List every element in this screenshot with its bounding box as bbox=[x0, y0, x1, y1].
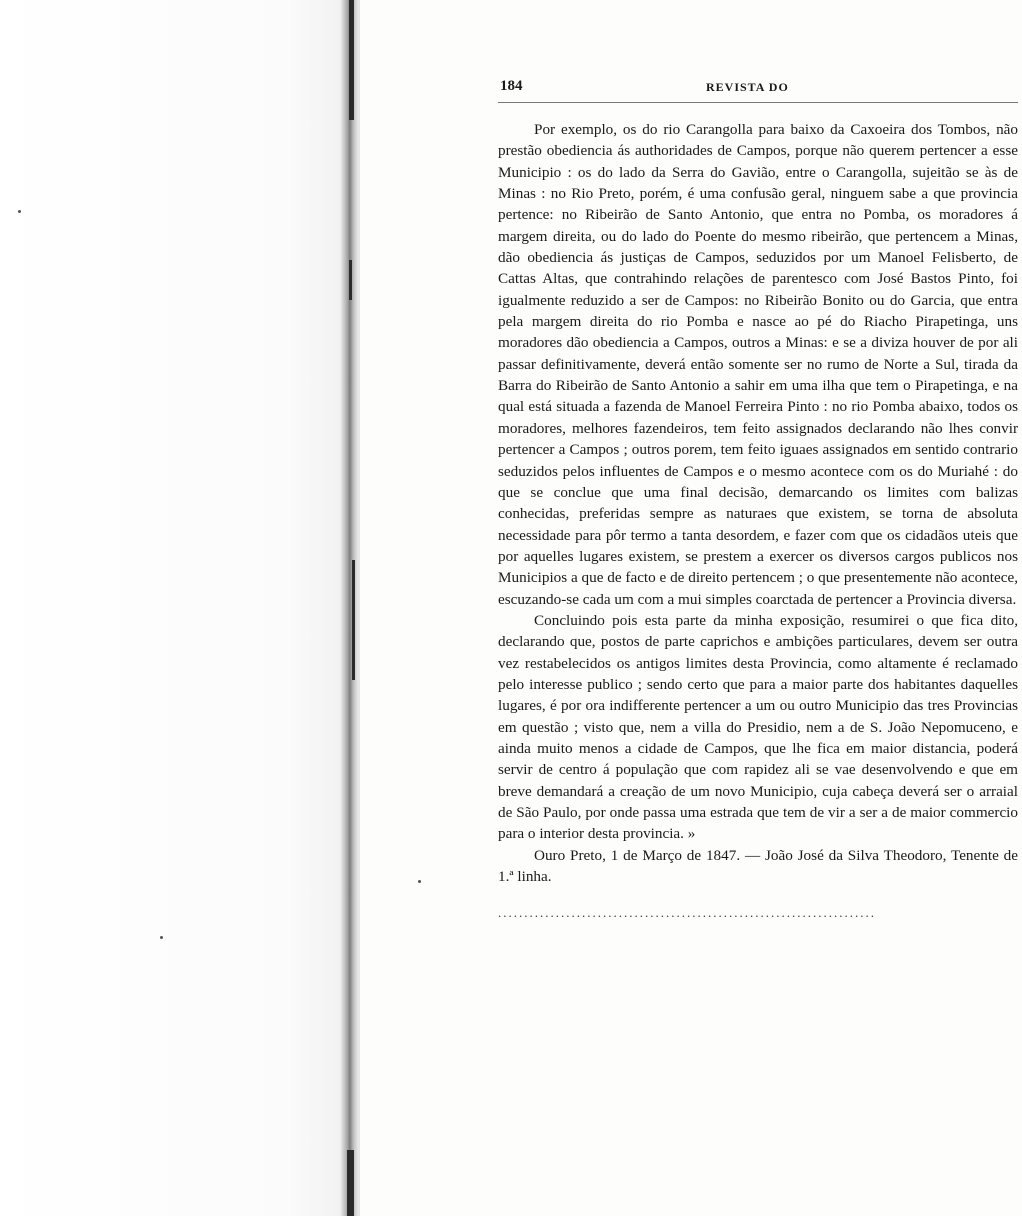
book-spine-line bbox=[349, 0, 354, 120]
book-spine-shadow bbox=[340, 0, 358, 1216]
body-text bbox=[498, 119, 1018, 887]
scan-speck bbox=[18, 210, 21, 213]
page-margin bbox=[0, 0, 360, 1216]
scan-speck bbox=[160, 936, 163, 939]
scan-speck bbox=[418, 880, 421, 883]
book-spine-line bbox=[352, 560, 355, 680]
running-header bbox=[498, 72, 1018, 103]
book-page bbox=[498, 72, 1018, 921]
book-spine-line bbox=[349, 260, 352, 300]
running-title: REVISTA DO bbox=[706, 80, 789, 94]
book-spine-line bbox=[347, 1150, 354, 1216]
dotted-separator: ........................................................................ bbox=[498, 905, 876, 921]
signature-line: Ouro Preto, 1 de Março de 1847. — João José da Silva Theodoro, Tenente de 1.ª linha. bbox=[498, 846, 1018, 886]
paragraph: Por exemplo, os do rio Carangolla para baixo da Caxoeira dos Tombos, não prestão obediencia ás authoridades de Campos, porque não querem pertencer a esse Municipio : os do lado da Serra do Gavião, entre o Carangolla, sujeitão se às de Minas : no Rio Preto, porém, é uma confusão geral, ninguem sabe a que provincia pertence: no Ribeirão de Santo Antonio, que entra no Pomba, os moradores á margem direita, ou do lado do Poente do mesmo ribeirão, que pertencem a Minas, dão obediencia ás justiças de Campos, seduzidos por um Manoel Felisberto, de Cattas Altas, que contrahindo relações de parentesco com José Bastos Pinto, foi igualmente reduzido a ser de Campos: no Ribeirão Bonito ou do Garcia, que entra pela margem direita do rio Pomba e nasce ao pé do Riacho Pirapetinga, uns moradores dão obediencia a Campos, outros a Minas: e se a diviza houver de por ali passar definitivamente, deverá então somente ser no rumo de Norte a Sul, tirada da Barra do Ribeirão de Santo Antonio a sahir em uma ilha que tem o Pirapetinga, e na qual está situada a fazenda de Manoel Ferreira Pinto : no rio Pomba abaixo, todos os moradores, melhores fazendeiros, tem feito assignados declarando não lhes convir pertencer a Campos ; outros porem, tem feito iguaes assignados em sentido contrario seduzidos pelos influentes de Campos e o mesmo acontece com os do Muriahé : do que se conclue que uma final decisão, demarcando os limites com balizas conhecidas, preferidas sempre as naturaes que existem, se torna de absoluta necessidade para pôr termo a tanta desordem, e fazer com que os cidadãos uteis que por aquelles lugares existem, se prestem a exercer os diversos cargos publicos nos Municipios a que de facto e de direito pertencem ; o que presentemente não acontece, escuzando-se cada um com a mui simples coarctada de pertencer a Provincia diversa. bbox=[498, 121, 1018, 608]
page-number: 184 bbox=[500, 78, 523, 94]
paragraph: Concluindo pois esta parte da minha exposição, resumirei o que fica dito, declarando que, postos de parte caprichos e ambições particulares, devem ser outra vez restabelecidos os antigos limites desta Provincia, como altamente é reclamado pelo interesse publico ; sendo certo que para a maior parte dos habitantes daquelles lugares, é por ora indifferente pertencer a um ou outro Municipio das tres Provincias em questão ; visto que, nem a villa do Presidio, nem a de S. João Nepomuceno, e ainda muito menos a cidade de Campos, que lhe fica em maior distancia, poderá servir de centro á população que com rapidez ali se vae desenvolvendo e que em breve demandará a creação de um novo Municipio, cuja cabeça deverá ser o arraial de São Paulo, por onde passa uma estrada que tem de vir a ser a de maior commercio para o interior desta provincia. » bbox=[498, 611, 1018, 843]
